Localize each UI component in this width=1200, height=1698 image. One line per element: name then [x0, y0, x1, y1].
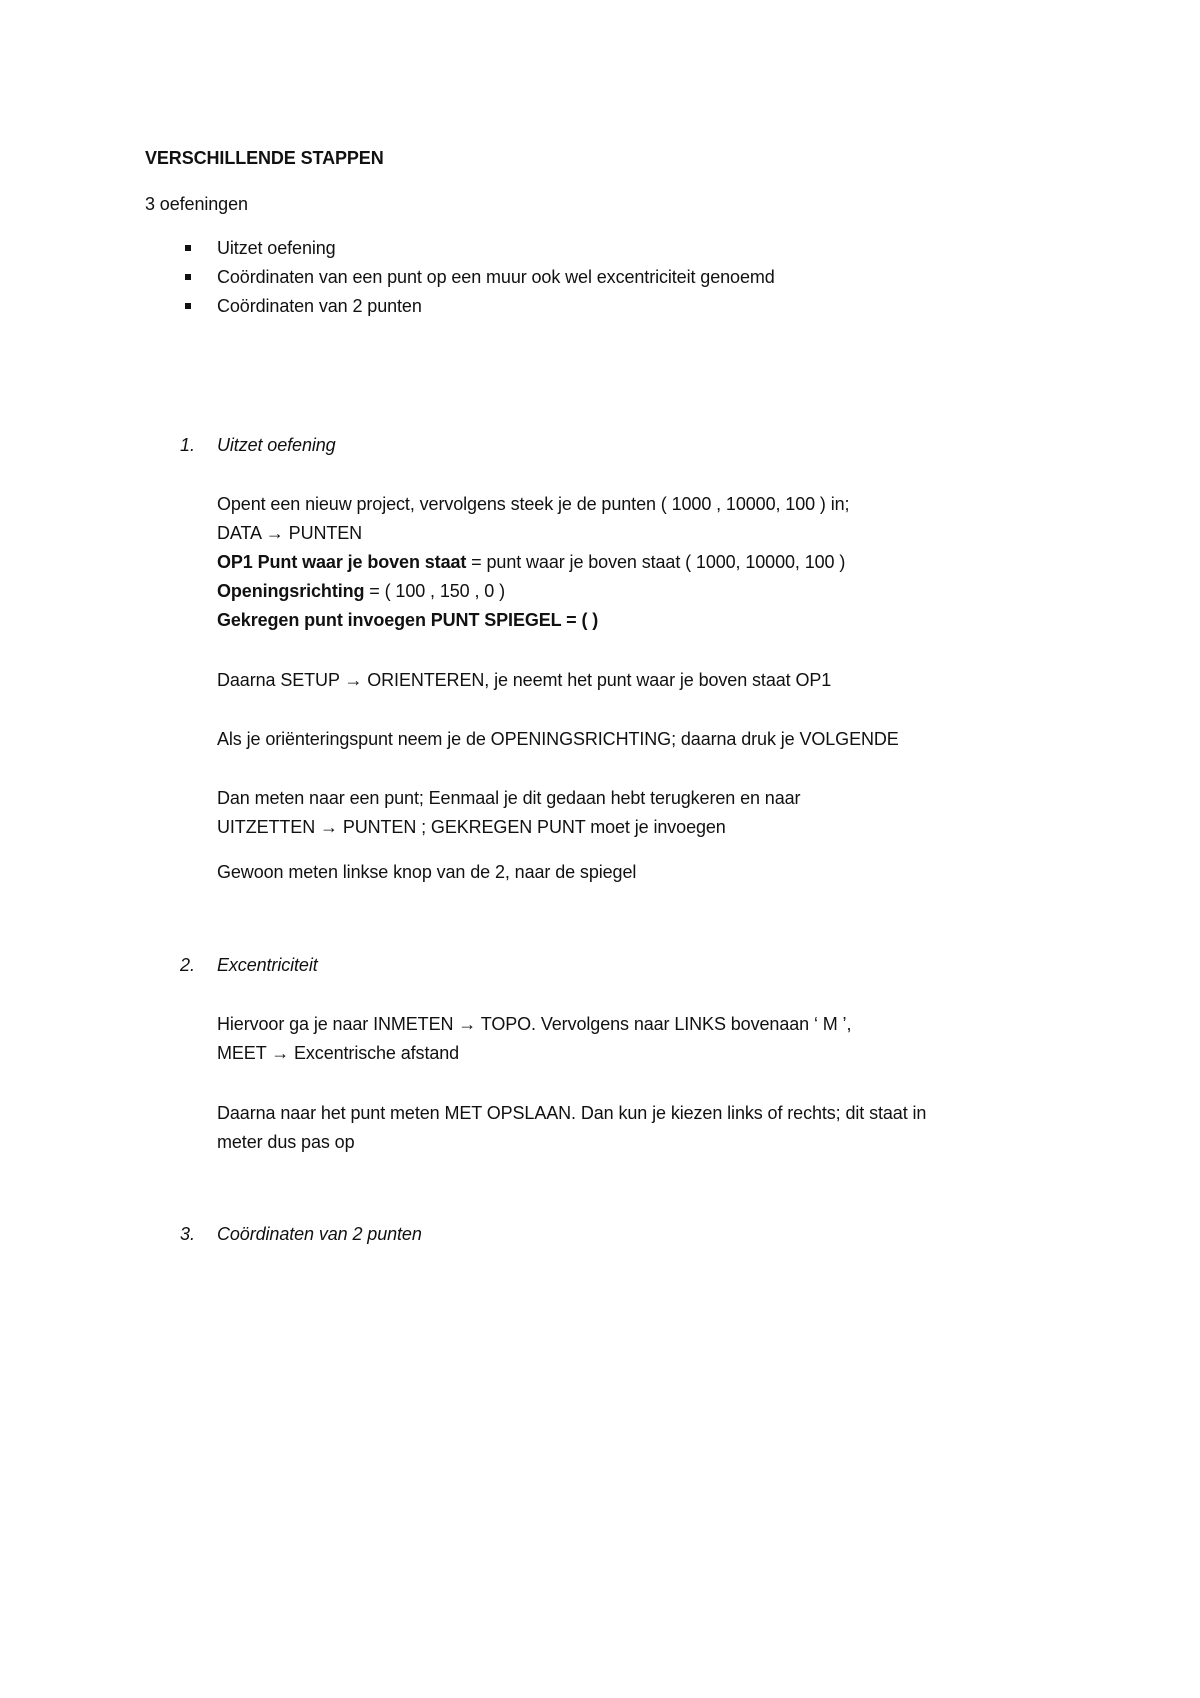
- line-text: MEET: [217, 1043, 267, 1063]
- section-title: Uitzet oefening: [217, 435, 336, 455]
- line-text: Hiervoor ga je naar INMETEN: [217, 1014, 454, 1034]
- bold-label: OP1 Punt waar je boven staat: [217, 552, 467, 572]
- paragraph-line: Daarna naar het punt meten MET OPSLAAN. Dan kun je kiezen links of rechts; dit staat in: [217, 1103, 927, 1123]
- arrow-right-icon: →: [344, 670, 363, 690]
- paragraph-line: Gewoon meten linkse knop van de 2, naar de spiegel: [217, 862, 637, 882]
- paragraph-line: [217, 579, 505, 603]
- arrow-right-icon: →: [271, 1043, 290, 1063]
- bullet-square-icon: [185, 274, 191, 280]
- paragraph-line: [217, 1012, 851, 1036]
- document-heading: VERSCHILLENDE STAPPEN: [145, 148, 384, 168]
- section-number: 2.: [180, 955, 196, 975]
- intro-text: 3 oefeningen: [145, 194, 248, 214]
- line-text: PUNTEN: [288, 523, 363, 543]
- line-text: TOPO. Vervolgens naar LINKS bovenaan ‘ M ’,: [480, 1014, 852, 1034]
- bullet-item: Coördinaten van 2 punten: [217, 296, 422, 316]
- bullet-item: Uitzet oefening: [217, 238, 336, 258]
- line-text: UITZETTEN: [217, 817, 316, 837]
- paragraph-line: Opent een nieuw project, vervolgens steek je de punten ( 1000 , 10000, 100 ) in;: [217, 494, 850, 514]
- line-text: = punt waar je boven staat ( 1000, 10000, 100 ): [466, 552, 846, 572]
- bullet-square-icon: [185, 245, 191, 251]
- paragraph-line: Als je oriënteringspunt neem je de OPENINGSRICHTING; daarna druk je VOLGENDE: [217, 729, 899, 749]
- bold-label: Openingsrichting: [217, 581, 365, 601]
- paragraph-line: meter dus pas op: [217, 1132, 355, 1152]
- line-text: ORIENTEREN, je neemt het punt waar je boven staat OP1: [367, 670, 832, 690]
- line-text: DATA: [217, 523, 261, 543]
- section-number: 3.: [180, 1224, 196, 1244]
- paragraph-line: [217, 668, 831, 692]
- arrow-right-icon: →: [320, 817, 338, 837]
- paragraph-line: [217, 1041, 459, 1065]
- section-title: Excentriciteit: [217, 955, 318, 975]
- bullet-square-icon: [185, 303, 191, 309]
- paragraph-line: Gekregen punt invoegen PUNT SPIEGEL = ( ): [217, 610, 599, 630]
- paragraph-line: [217, 550, 845, 574]
- section-number: 1.: [180, 435, 196, 455]
- line-text: = ( 100 , 150 , 0 ): [364, 581, 505, 601]
- arrow-right-icon: →: [458, 1014, 477, 1034]
- line-text: Daarna SETUP: [217, 670, 340, 690]
- paragraph-line: Dan meten naar een punt; Eenmaal je dit gedaan hebt terugkeren en naar: [217, 788, 801, 808]
- section-title: Coördinaten van 2 punten: [217, 1224, 422, 1244]
- bullet-item: Coördinaten van een punt op een muur ook wel excentriciteit genoemd: [217, 267, 775, 287]
- paragraph-line: [217, 815, 726, 839]
- line-text: PUNTEN ; GEKREGEN PUNT moet je invoegen: [342, 817, 726, 837]
- arrow-right-icon: →: [265, 523, 284, 543]
- line-text: Excentrische afstand: [294, 1043, 460, 1063]
- paragraph-line: [217, 521, 362, 545]
